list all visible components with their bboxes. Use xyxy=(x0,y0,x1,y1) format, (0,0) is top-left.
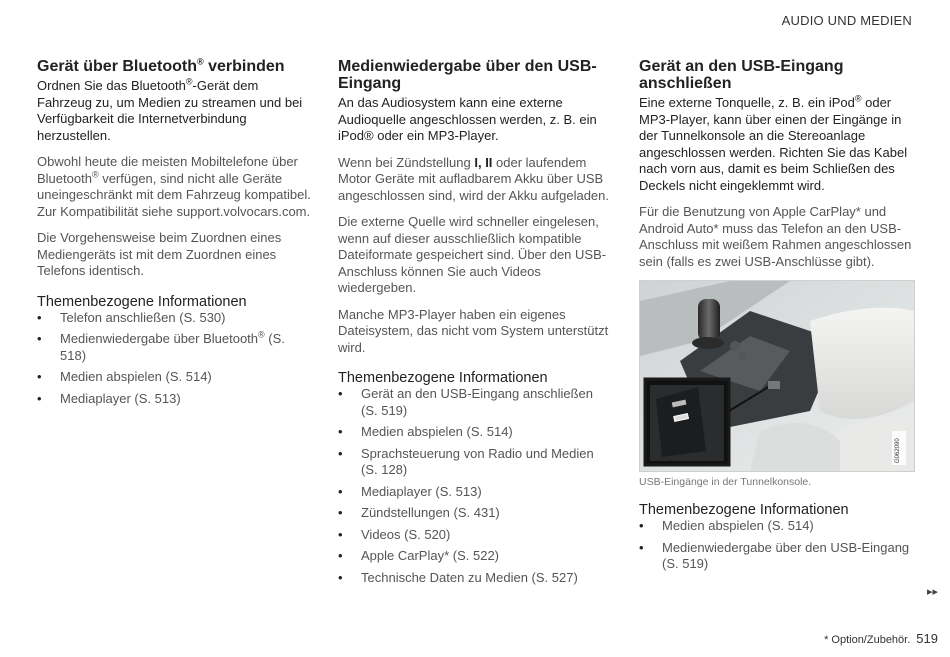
section-title-bluetooth xyxy=(37,58,311,75)
column-usb-connect xyxy=(639,58,913,578)
lead-text: Ordnen Sie das Bluetooth xyxy=(37,78,186,93)
paragraph-compatibility xyxy=(37,154,311,220)
related-list xyxy=(338,386,612,586)
column-bluetooth xyxy=(37,58,311,412)
related-link[interactable]: • Technische Daten zu Medien (S. 527) xyxy=(338,570,612,587)
related-link[interactable]: • Zündstellungen (S. 431) xyxy=(338,505,612,522)
related-link[interactable]: • Telefon anschließen (S. 530) xyxy=(37,310,311,327)
registered-mark: ® xyxy=(258,329,265,340)
related-heading: Themenbezogene Informationen xyxy=(338,370,548,386)
registered-mark: ® xyxy=(185,76,193,87)
related-link[interactable]: • Mediaplayer (S. 513) xyxy=(37,391,311,408)
related-heading: Themenbezogene Informationen xyxy=(639,502,849,518)
related-link[interactable]: • Sprachsteuerung von Radio und Medien (S. 128) xyxy=(338,446,612,479)
para-text-end: oder laufendem Motor Geräte mit aufladbarem Akku über USB angeschlossen sind, wird der Akku aufgeladen. xyxy=(338,154,610,203)
lead-text: Eine externe Tonquelle, z. B. ein iPod xyxy=(639,95,855,110)
registered-mark: ® xyxy=(854,93,862,104)
title-text-end: verbinden xyxy=(203,58,285,75)
related-link[interactable]: • Videos (S. 520) xyxy=(338,527,612,544)
related-link[interactable]: • Medien abspielen (S. 514) xyxy=(37,369,311,386)
related-link[interactable]: • Mediaplayer (S. 513) xyxy=(338,484,612,501)
section-title-usb-connect: Gerät an den USB-Eingang anschließen xyxy=(639,58,844,92)
figure-caption: USB-Eingänge in der Tunnelkonsole. xyxy=(639,476,812,488)
section-header: AUDIO UND MEDIEN xyxy=(781,13,912,28)
paragraph-charging xyxy=(338,155,612,205)
para-text: Wenn bei Zündstellung xyxy=(338,154,475,170)
ignition-positions: I, II xyxy=(474,154,493,170)
page-number: 519 xyxy=(916,631,938,646)
tunnel-console-photo xyxy=(639,280,915,472)
seat-right xyxy=(810,308,914,419)
related-link[interactable]: • Gerät an den USB-Eingang anschließen (S. 519) xyxy=(338,386,612,419)
related-link-text: Medienwiedergabe über Bluetooth xyxy=(60,331,259,346)
title-text: Gerät über Bluetooth xyxy=(37,58,198,75)
lead-text-end: -Gerät dem Fahrzeug zu, um Medien zu streamen und bei Verfügbarkeit die Internetverbindung herzustellen. xyxy=(37,78,303,143)
related-link[interactable]: • Medien abspielen (S. 514) xyxy=(338,424,612,441)
related-link[interactable]: • Apple CarPlay* (S. 522) xyxy=(338,548,612,565)
paragraph-pairing: Die Vorgehensweise beim Zuordnen eines Mediengeräts ist mit dem Zuordnen eines Telefons identisch. xyxy=(37,230,282,278)
lead-paragraph: An das Audiosystem kann eine externe Audioquelle angeschlossen werden, z. B. ein iPod® oder ein MP3-Player. xyxy=(338,95,597,143)
option-note: * Option/Zubehör. xyxy=(824,634,911,646)
continue-arrow-icon: ▸▸ xyxy=(926,586,938,598)
lead-paragraph xyxy=(37,78,311,144)
related-link-page: (S. 518) xyxy=(60,331,285,363)
related-link[interactable] xyxy=(37,331,311,364)
page-footer xyxy=(824,631,938,646)
figure-code: G062090 xyxy=(895,438,901,463)
related-list xyxy=(37,310,311,408)
registered-mark: ® xyxy=(197,56,204,67)
paragraph-mp3: Manche MP3-Player haben ein eigenes Dateisystem, das nicht vom System unterstützt wird. xyxy=(338,306,609,355)
related-link[interactable]: • Medienwiedergabe über den USB-Eingang (S. 519) xyxy=(639,540,913,573)
para-text-end: verfügen, sind nicht alle Geräte uneingeschränkt mit dem Fahrzeug kompatibel. Zur Kompatibilität siehe support.volvocars.com. xyxy=(37,170,311,219)
registered-mark: ® xyxy=(91,169,99,180)
paragraph-formats: Die externe Quelle wird schneller eingelesen, wenn auf dieser ausschließlich kompatible Dateiformate gespeichert sind. Über den USB-Anschluss können Sie auch Videos wiedergeben. xyxy=(338,214,607,295)
console-illustration xyxy=(640,281,914,471)
gear-selector xyxy=(698,299,720,341)
para-text: Obwohl heute die meisten Mobiltelefone über Bluetooth xyxy=(37,154,298,186)
related-heading: Themenbezogene Informationen xyxy=(37,293,247,310)
section-title-usb-playback: Medienwiedergabe über den USB-Eingang xyxy=(338,58,597,92)
lead-paragraph xyxy=(639,95,913,194)
paragraph-carplay: Für die Benutzung von Apple CarPlay* und Android Auto* muss das Telefon an den USB-Anschluss mit weißem Rahmen angeschlossen sein (falls es zwei USB-Anschlüsse gibt). xyxy=(639,204,912,269)
lead-text-end: oder MP3-Player, kann über einen der Eingänge in der Tunnelkonsole an die Stereoanlage angeschlossen werden. Richten Sie das Kabel nach vorn aus, damit es beim Schließen des Deckels nicht eingeklemmt wird. xyxy=(639,95,908,193)
related-link[interactable]: • Medien abspielen (S. 514) xyxy=(639,518,913,535)
related-list xyxy=(639,518,913,573)
column-usb-playback xyxy=(338,58,612,591)
